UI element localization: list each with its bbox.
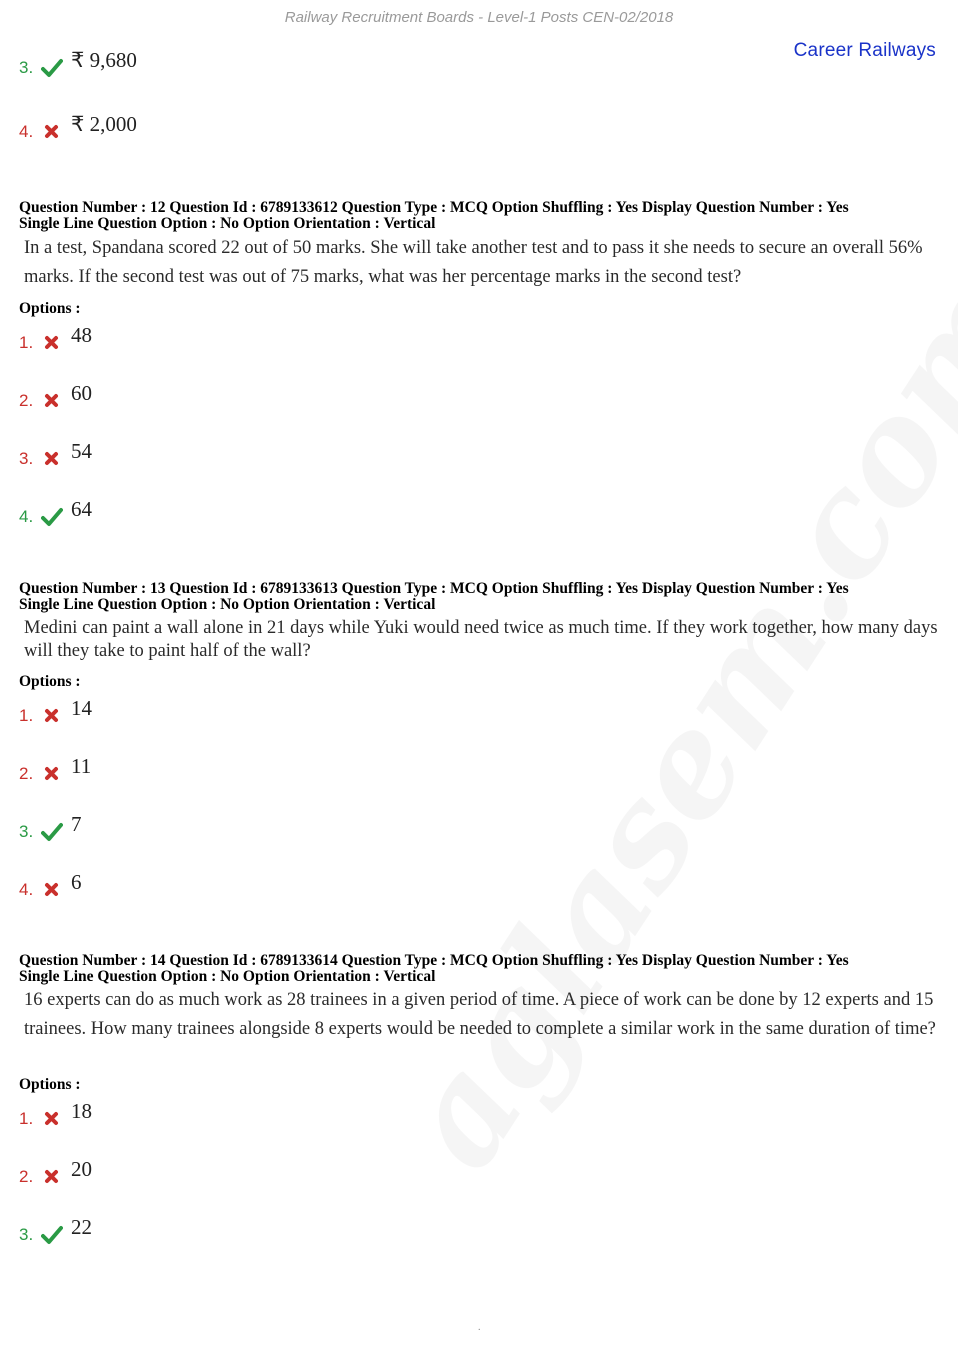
cross-icon (41, 391, 63, 411)
check-icon (41, 1225, 63, 1245)
option-number: 3. (19, 1225, 34, 1244)
option-number: 3. (19, 58, 34, 77)
option-value: 60 (71, 381, 92, 405)
options-label: Options : (19, 1076, 81, 1093)
cross-icon (41, 122, 63, 142)
question-meta-line1: Question Number : 14 Question Id : 6789133614 Question Type : MCQ Option Shuffling : Yes Display Question Number : Yes (19, 952, 849, 969)
option-number: 1. (19, 333, 34, 352)
cross-icon (41, 333, 63, 353)
option-number: 1. (19, 1109, 34, 1128)
option-number: 3. (19, 449, 34, 468)
option-value: 6 (71, 870, 82, 894)
cross-icon (41, 1109, 63, 1129)
option-value: 54 (71, 439, 92, 463)
option-number: 4. (19, 122, 34, 141)
option-number: 4. (19, 880, 34, 899)
question-meta-line2: Single Line Question Option : No Option Orientation : Vertical (19, 596, 436, 613)
option-value: 20 (71, 1157, 92, 1181)
question-meta-line2: Single Line Question Option : No Option Orientation : Vertical (19, 215, 436, 232)
cross-icon (41, 880, 63, 900)
option-value: 18 (71, 1099, 92, 1123)
options-label: Options : (19, 300, 81, 317)
question-text: Medini can paint a wall alone in 21 days while Yuki would need twice as much time. If they work together, how many days will they take to paint half of the wall? (24, 618, 938, 661)
cross-icon (41, 764, 63, 784)
option-value: ₹ 2,000 (71, 112, 137, 136)
question-meta (19, 953, 939, 985)
check-icon (41, 507, 63, 527)
option-value: 11 (71, 754, 92, 778)
option-number: 2. (19, 764, 34, 783)
question-meta-line2: Single Line Question Option : No Option Orientation : Vertical (19, 968, 436, 985)
question-text: In a test, Spandana scored 22 out of 50 marks. She will take another test and to pass it she needs to secure an overall 56% marks. If the second test was out of 75 marks, what was her percentage marks in the second test? (24, 238, 923, 287)
footer-mark: . (478, 1322, 481, 1333)
options-label: Options : (19, 673, 81, 690)
check-icon (41, 822, 63, 842)
cross-icon (41, 449, 63, 469)
option-number: 4. (19, 507, 34, 526)
option-value: 48 (71, 323, 92, 347)
option-value: 14 (71, 696, 92, 720)
question-meta-line1: Question Number : 12 Question Id : 6789133612 Question Type : MCQ Option Shuffling : Yes Display Question Number : Yes (19, 199, 849, 216)
check-icon (41, 58, 63, 78)
cross-icon (41, 1167, 63, 1187)
option-number: 2. (19, 391, 34, 410)
question-meta (19, 581, 939, 613)
question-meta-line1: Question Number : 13 Question Id : 6789133613 Question Type : MCQ Option Shuffling : Yes Display Question Number : Yes (19, 580, 849, 597)
option-number: 3. (19, 822, 34, 841)
cross-icon (41, 706, 63, 726)
watermark (369, 248, 958, 1196)
option-number: 2. (19, 1167, 34, 1186)
option-value: ₹ 9,680 (71, 48, 137, 72)
page-header: Railway Recruitment Boards - Level-1 Posts CEN-02/2018 (284, 9, 674, 26)
question-meta (19, 200, 939, 232)
option-value: 22 (71, 1215, 92, 1239)
option-value: 64 (71, 497, 92, 521)
brand-label: Career Railways (793, 40, 936, 61)
option-value: 7 (71, 812, 82, 836)
option-number: 1. (19, 706, 34, 725)
question-text: 16 experts can do as much work as 28 trainees in a given period of time. A piece of work can be done by 12 experts and 15 trainees. How many trainees alongside 8 experts would be needed to complete a similar work in the same duration of time? (24, 990, 936, 1039)
